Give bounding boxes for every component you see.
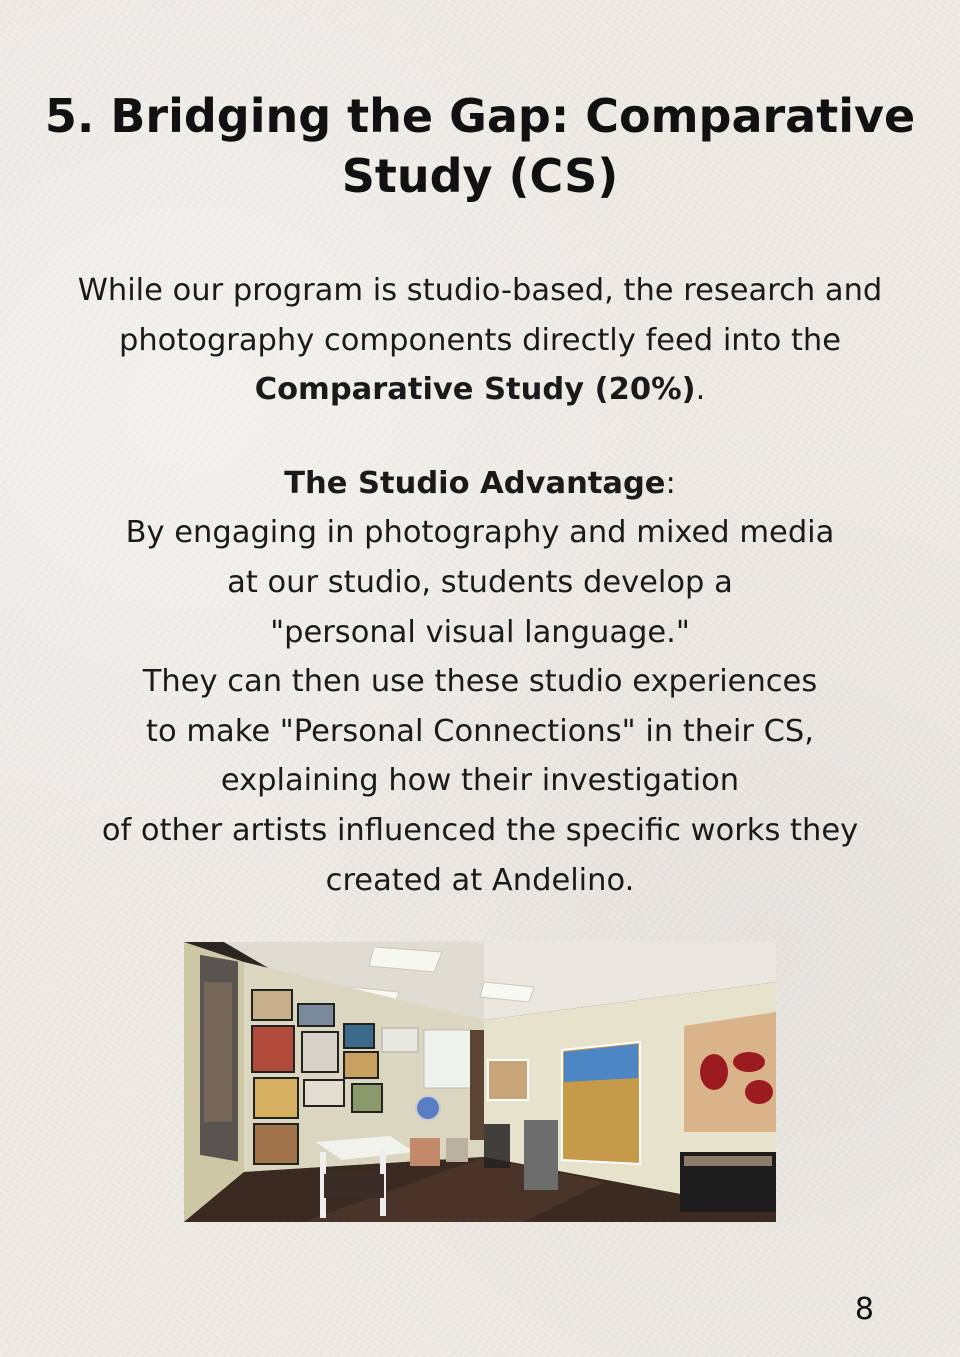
- advantage-line: of other artists influenced the specific works they: [101, 812, 859, 848]
- advantage-heading-line: [0, 459, 960, 509]
- advantage-line: to make "Personal Connections" in their CS,: [146, 713, 814, 749]
- advantage-line: at our studio, students develop a: [227, 564, 733, 600]
- body-text: [0, 266, 960, 905]
- intro-line-3: [0, 365, 960, 415]
- advantage-line: "personal visual language.": [270, 614, 690, 650]
- advantage-line: created at Andelino.: [325, 862, 635, 898]
- intro-line-2: photography components directly feed into the: [118, 322, 842, 358]
- studio-room-illustration: [184, 942, 776, 1222]
- advantage-heading: The Studio Advantage: [284, 465, 666, 501]
- page-title: [0, 86, 960, 206]
- advantage-colon: :: [665, 465, 676, 501]
- advantage-line: By engaging in photography and mixed media: [125, 515, 835, 551]
- paragraph-gap: [0, 415, 960, 459]
- intro-period: .: [695, 372, 706, 408]
- advantage-line: They can then use these studio experiences: [142, 664, 818, 700]
- title-line-1: 5. Bridging the Gap: Comparative: [44, 89, 916, 143]
- title-line-2: Study (CS): [341, 149, 619, 203]
- comparative-study-emphasis: Comparative Study (20%): [254, 372, 696, 408]
- page-number: 8: [854, 1292, 874, 1327]
- advantage-line: explaining how their investigation: [220, 763, 740, 799]
- studio-photo: [184, 942, 776, 1222]
- intro-line-1: While our program is studio-based, the research and: [77, 273, 883, 308]
